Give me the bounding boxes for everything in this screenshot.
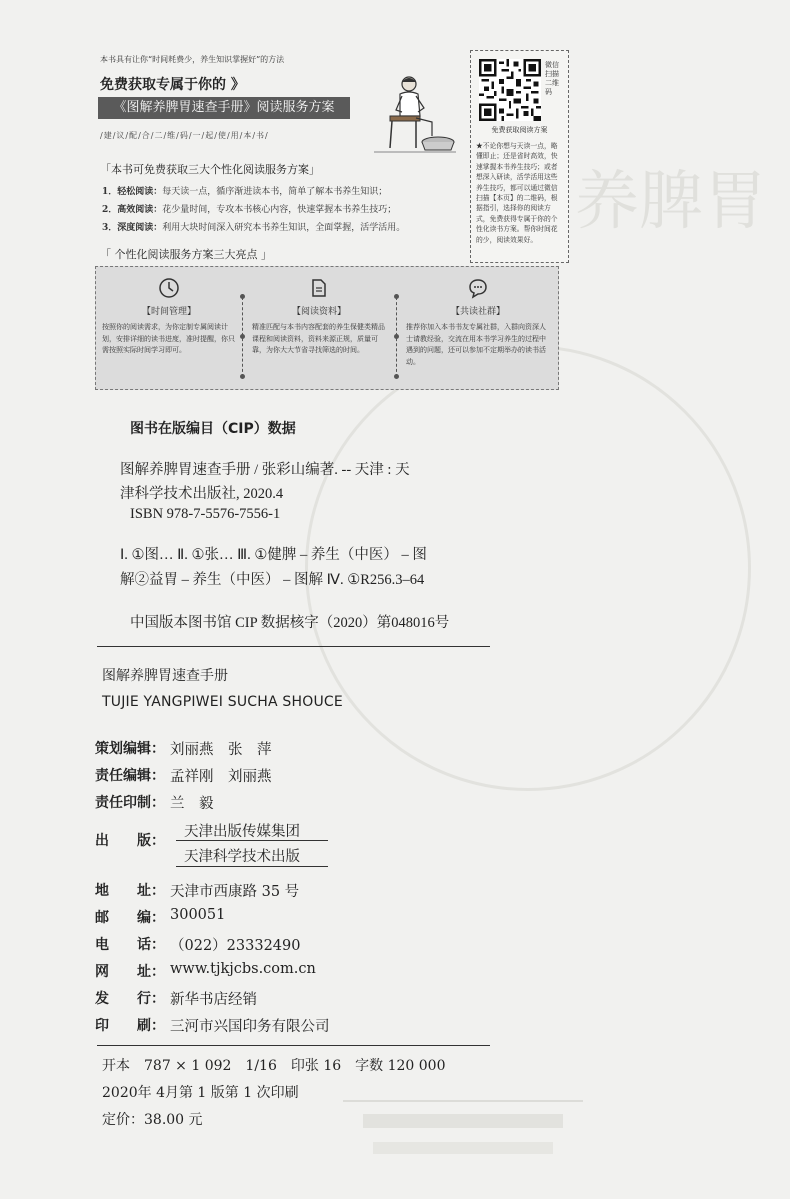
divider	[242, 297, 243, 377]
book-title-pinyin: TUJIE YANGPIWEI SUCHA SHOUCE	[102, 694, 343, 710]
promo-title: 免费获取专属于你的 》	[100, 77, 245, 93]
highlight-description: 精准匹配与本书内容配套的养生保健类精品课程和阅读资料，资料来源正规，质量可靠，为你大大节省寻找筛选的时间。	[252, 323, 385, 354]
highlight-description: 推荐你加入本书书友专属社群，入群向资深人士请教经验，交流在用本书学习养生的过程中遇到的问题，还可以参加不定期举办的读书活动。	[406, 323, 546, 366]
chat-icon	[467, 277, 489, 299]
credit-label: 策划编辑：	[95, 741, 165, 757]
promo-suggestion: /建/议/配/合/二/维/码/一/起/使/用/本/书/	[100, 131, 269, 140]
service-item: 3．深度阅读：利用大块时间深入研究本书养生知识，全面掌握，活学活用。	[102, 223, 406, 233]
highlight-title: 【共读社群】	[450, 307, 505, 317]
qr-code-panel	[470, 50, 569, 263]
highlights-panel	[95, 266, 559, 390]
cip-classification: 解②益胃 – 养生（中医） – 图解 Ⅳ. ①R256.3–64	[120, 572, 425, 588]
highlight-description: 按照你的阅读需求，为你定制专属阅读计划，安排详细的读书进度，准时提醒，你只需按照实际时间学习即可。	[102, 323, 235, 354]
edition-info: 2020年 4月第 1 版第 1 次印刷	[102, 1085, 299, 1101]
format-specs: 开本 787 × 1 092 1/16 印张 16 字数 120 000	[102, 1058, 446, 1074]
show-through-text: 养脾胃	[575, 165, 767, 239]
divider-rule	[97, 1045, 490, 1046]
website-label: 网 址：	[95, 964, 165, 980]
qr-scan-hint: 微信扫描二维码	[545, 61, 559, 96]
foot-soak-illustration	[372, 72, 457, 154]
credit-value: 刘丽燕 张 萍	[170, 742, 272, 758]
services-heading: 「本书可免费获取三大个性化阅读服务方案」	[100, 163, 320, 176]
service-item: 1．轻松阅读：每天读一点，循序渐进读本书，简单了解本书养生知识；	[102, 187, 388, 197]
printer-value: 三河市兴国印务有限公司	[170, 1019, 330, 1035]
postcode-label: 邮 编：	[95, 910, 165, 926]
phone-value: （022）23332490	[170, 938, 301, 954]
price: 定价：38.00 元	[102, 1112, 203, 1128]
publisher-label: 出 版：	[95, 833, 165, 849]
highlight-title: 【阅读资料】	[291, 307, 346, 317]
cip-classification: Ⅰ. ①图… Ⅱ. ①张… Ⅲ. ①健脾 – 养生（中医） – 图	[120, 547, 427, 563]
website-link[interactable]: www.tjkjcbs.com.cn	[170, 961, 316, 977]
show-through-stamp	[333, 1100, 593, 1170]
printer-label: 印 刷：	[95, 1018, 165, 1034]
distribution-value: 新华书店经销	[170, 992, 257, 1008]
credit-label: 责任编辑：	[95, 768, 165, 784]
cip-title: 图书在版编目（CIP）数据	[130, 421, 296, 437]
highlight-reading-community	[400, 267, 556, 389]
divider-rule	[97, 646, 490, 647]
phone-label: 电 话：	[95, 937, 165, 953]
qr-code[interactable]	[479, 59, 541, 121]
book-title: 图解养脾胃速查手册	[102, 668, 228, 684]
cip-entry: 津科学技术出版社, 2020.4	[120, 486, 284, 502]
cip-isbn: ISBN 978-7-5576-7556-1	[130, 506, 281, 522]
qr-description: ★不论你想与天读一点，略懂即止；还是省时高效，快速掌握本书养生技巧；或者想深入研读，活学活用这些养生技巧，都可以通过微信扫描【本页】的二维码，根据指引，选择你的阅读方式，免费获得专属于你的个性化读书方案。帮你时间花的少，阅读效果好。	[476, 142, 558, 244]
highlight-reading-materials	[246, 267, 392, 389]
promo-intro: 本书具有让你“时间耗费少，养生知识掌握好”的方法	[100, 55, 285, 64]
clock-icon	[158, 277, 180, 299]
publisher-group: 天津出版传媒集团	[184, 824, 300, 840]
address-label: 地 址：	[95, 883, 165, 899]
postcode-value: 300051	[170, 907, 226, 923]
qr-caption: 免费获取阅读方案	[491, 126, 548, 134]
highlights-heading: 「 个性化阅读服务方案三大亮点 」	[100, 248, 272, 261]
highlight-time-management	[96, 267, 242, 389]
publisher-name: 天津科学技术出版	[184, 849, 300, 865]
credit-label: 责任印制：	[95, 795, 165, 811]
distribution-label: 发 行：	[95, 991, 165, 1007]
publisher-underline	[176, 866, 328, 867]
document-icon	[308, 277, 330, 299]
divider	[396, 297, 397, 377]
publisher-underline	[176, 840, 328, 841]
service-item: 2．高效阅读：花少量时间，专攻本书核心内容，快速掌握本书养生技巧；	[102, 205, 397, 215]
credit-value: 兰 毅	[170, 796, 214, 812]
credit-value: 孟祥刚 刘丽燕	[170, 769, 272, 785]
promo-banner: 《图解养脾胃速查手册》阅读服务方案	[98, 97, 350, 119]
cip-entry: 图解养脾胃速查手册 / 张彩山编著. -- 天津 : 天	[120, 462, 410, 478]
address-value: 天津市西康路 35 号	[170, 884, 300, 900]
highlight-title: 【时间管理】	[141, 307, 196, 317]
cip-record-number: 中国版本图书馆 CIP 数据核字（2020）第048016号	[130, 615, 450, 631]
